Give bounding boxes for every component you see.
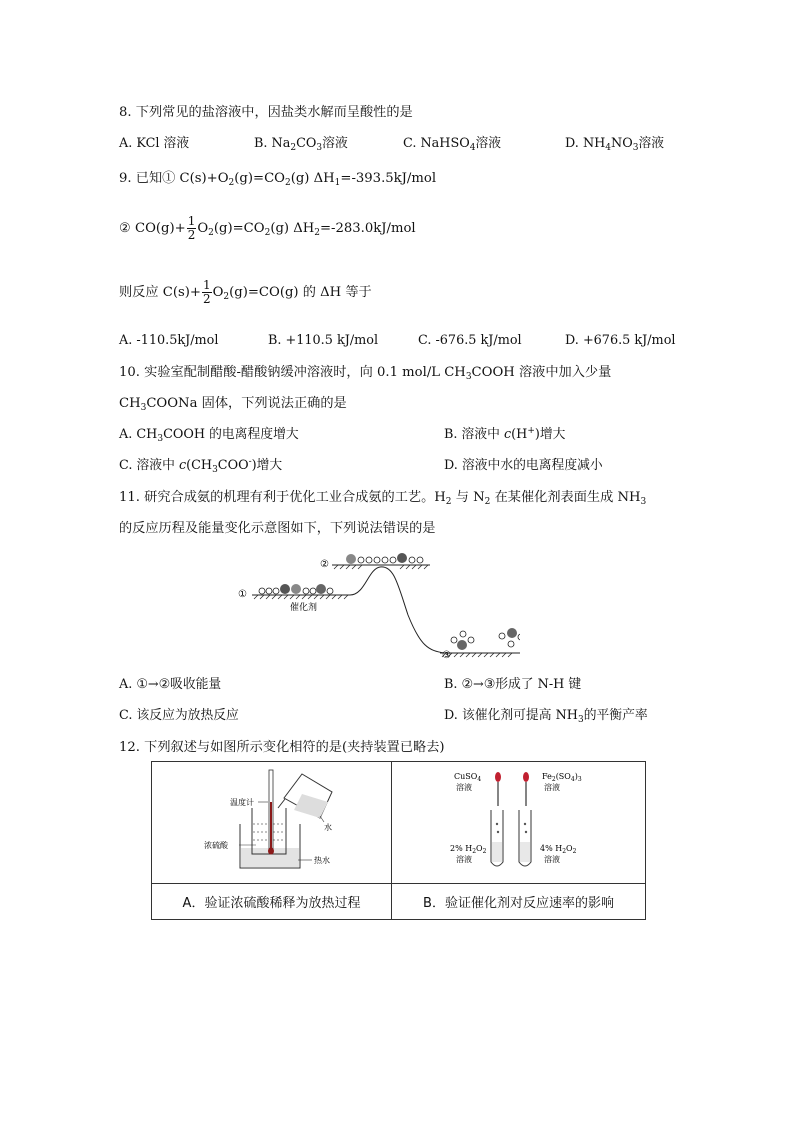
water-label: 水 [324, 823, 332, 832]
fe2so43-solution-label: 溶液 [544, 783, 560, 792]
q9-option-a: A. -110.5kJ/mol [119, 333, 219, 348]
catalyst-test-tubes-figure [392, 762, 645, 879]
q8-option-c: C. NaHSO$_4$溶液 [403, 136, 502, 153]
q11-option-d: D. 该催化剂可提高 $NH_3$的平衡产率 [444, 708, 648, 725]
h2o2-4pct-solution-label: 溶液 [544, 855, 560, 864]
q10-option-c: C. 溶液中 $c(CH_3COO^-)$增大 [119, 457, 283, 475]
q8-option-b: B. $Na_2CO_3$溶液 [254, 136, 348, 153]
cuso4-label: CuSO$_4$ [454, 772, 482, 783]
q11-line2: 的反应历程及能量变化示意图如下，下列说法错误的是 [119, 521, 436, 536]
q11-line1: 11. 研究合成氨的机理有利于优化工业合成氨的工艺。$H_2$ 与 $N_2$ 在某催化剂表面生成 $NH_3$ [119, 490, 647, 507]
q8-option-a: A. KCl 溶液 [119, 136, 190, 151]
q8-stem: 8. 下列常见的盐溶液中，因盐类水解而呈酸性的是 [119, 105, 413, 120]
q11-option-a: A. ①→②吸收能量 [119, 677, 222, 692]
caption-b: B．验证催化剂对反应速率的影响 [392, 884, 646, 920]
q10-option-a: A. $CH_3COOH$ 的电离程度增大 [119, 427, 299, 444]
h2o2-2pct-solution-label: 溶液 [456, 855, 472, 864]
thermometer-label: 温度计 [230, 798, 254, 807]
q11-option-c: C. 该反应为放热反应 [119, 708, 239, 723]
fraction-half: $\frac{1}{2}$ [187, 214, 196, 242]
cuso4-solution-label: 溶液 [456, 783, 472, 792]
q10-line2: $CH_3COONa$ 固体，下列说法正确的是 [119, 396, 347, 413]
hot-water-label: 热水 [314, 856, 330, 865]
diagram-label-2: ② [320, 559, 329, 570]
q12-figure-table [151, 761, 646, 920]
reaction-energy-diagram [230, 545, 520, 665]
figure-b-cell [392, 762, 646, 884]
caption-a: A．验证浓硫酸稀释为放热过程 [152, 884, 392, 920]
fe2so43-label: $Fe_2(SO_4)_3$ [542, 772, 582, 783]
h2o2-4pct-label: 4% $H_2O_2$ [540, 844, 577, 855]
q9-line1: 9. 已知① $C(s)+O_2(g)=CO_2(g)$ $\Delta H_1=-393.5kJ$/mol [119, 171, 437, 188]
q11-option-b: B. ②→③形成了 N-H 键 [444, 677, 582, 692]
diagram-label-3: ③ [442, 650, 451, 661]
sulfuric-acid-label: 浓硫酸 [204, 841, 228, 850]
diagram-label-1: ① [238, 589, 247, 600]
q8-option-d: D. $NH_4NO_3$溶液 [565, 136, 665, 153]
q9-option-c: C. -676.5 kJ/mol [418, 333, 522, 348]
q10-option-d: D. 溶液中水的电离程度减小 [444, 458, 603, 473]
fraction-half: $\frac{1}{2}$ [202, 278, 211, 306]
catalyst-label: 催化剂 [290, 603, 318, 613]
q9-option-b: B. +110.5 kJ/mol [268, 333, 379, 348]
q9-line3: 则反应 C(s)+ $\frac{1}{2}$ $O_2(g)=CO(g)$ 的 ΔH 等于 [119, 278, 372, 306]
q9-option-d: D. +676.5 kJ/mol [565, 333, 676, 348]
q9-line2: ② CO(g)+ $\frac{1}{2}$ $O_2(g)=CO_2(g)$ $\Delta H_2=-283.0kJ$/mol [119, 214, 416, 242]
q10-option-b: B. 溶液中 c(H+)增大 [444, 426, 566, 442]
figure-a-cell [152, 762, 392, 884]
q12-stem: 12. 下列叙述与如图所示变化相符的是(夹持装置已略去) [119, 740, 445, 755]
dilution-apparatus-figure [152, 762, 391, 879]
q10-line1: 10. 实验室配制醋酸-醋酸钠缓冲溶液时，向 0.1 mol/L $CH_3COOH$ 溶液中加入少量 [119, 365, 612, 382]
h2o2-2pct-label: 2% $H_2O_2$ [450, 844, 487, 855]
